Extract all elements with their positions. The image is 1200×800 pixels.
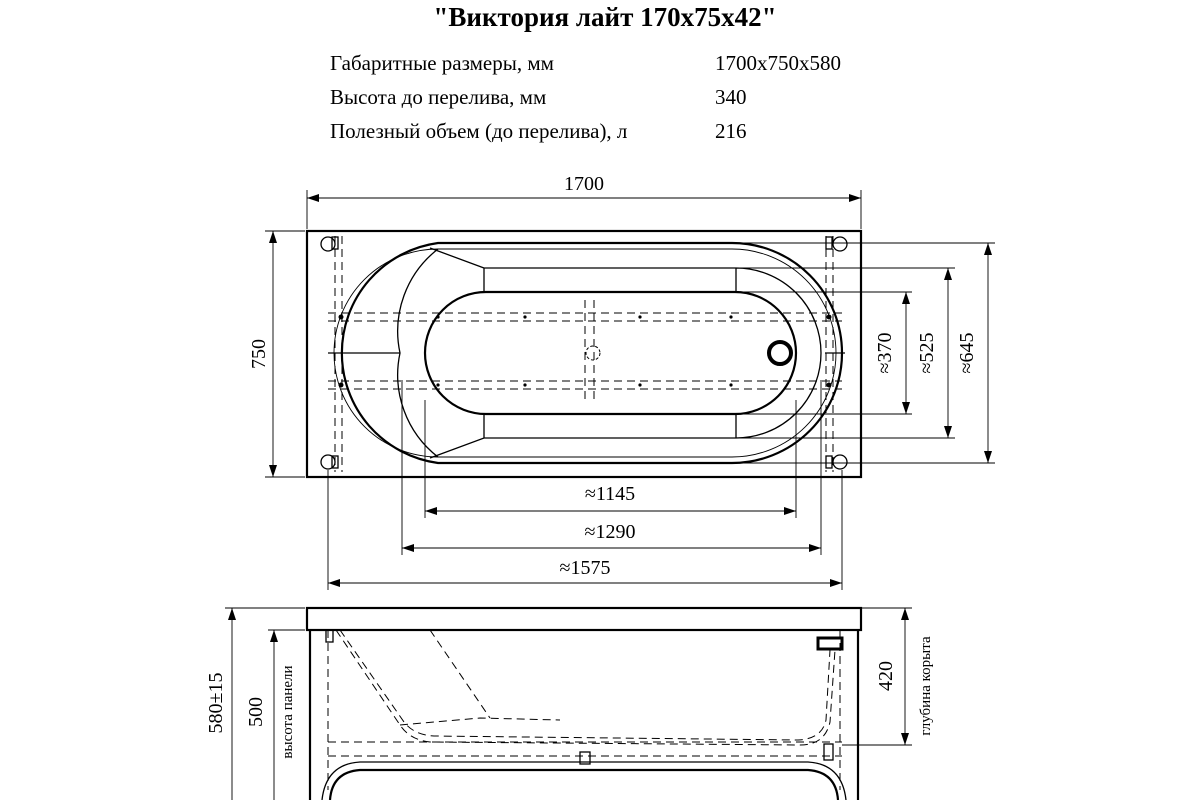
bowl-bottom <box>425 292 796 414</box>
dimension-bottom-length: ≈1145 <box>584 483 636 505</box>
spec-value: 1700х750х580 <box>715 51 841 75</box>
dimension-bowl-length: ≈1575 <box>559 557 611 579</box>
drawing-title: "Виктория лайт 170х75х42" <box>433 2 777 32</box>
dimension-length: 1700 <box>564 173 604 195</box>
spec-label: Высота до перелива, мм <box>330 85 547 109</box>
dimension-bowl-depth: 420 <box>875 661 897 691</box>
mount-points <box>339 315 832 388</box>
drain-hole <box>769 342 791 364</box>
bowl-profile-dashed <box>336 630 835 745</box>
dimension-total-height: 580±15 <box>205 672 227 734</box>
dimension-bottom-width: ≈370 <box>874 332 896 374</box>
spec-table <box>330 51 841 143</box>
side-view <box>205 608 934 800</box>
dimension-width: 750 <box>248 339 270 369</box>
spec-value: 216 <box>715 119 747 143</box>
dimension-ledge-width: ≈525 <box>916 332 938 374</box>
center-mark <box>586 346 600 360</box>
dimension-ledge-length: ≈1290 <box>584 521 636 543</box>
bowl-outer-contour <box>342 243 842 463</box>
panel-height-label: высота панели <box>280 665 296 759</box>
tub-rim-profile <box>307 608 861 630</box>
bowl-ledge <box>430 248 821 458</box>
dimension-bowl-width: ≈645 <box>956 332 978 374</box>
bowl-left-ledge <box>398 249 438 457</box>
spec-label: Полезный объем (до перелива), л <box>330 119 628 143</box>
plan-view <box>248 173 995 590</box>
dimension-panel-height: 500 <box>245 697 267 727</box>
front-panel-arch <box>330 770 838 800</box>
frame-dashed-lines <box>328 236 842 472</box>
spec-label: Габаритные размеры, мм <box>330 51 554 75</box>
spec-value: 340 <box>715 85 747 109</box>
bowl-depth-label: глубина корыта <box>918 636 934 736</box>
overflow-outlet <box>818 638 842 649</box>
